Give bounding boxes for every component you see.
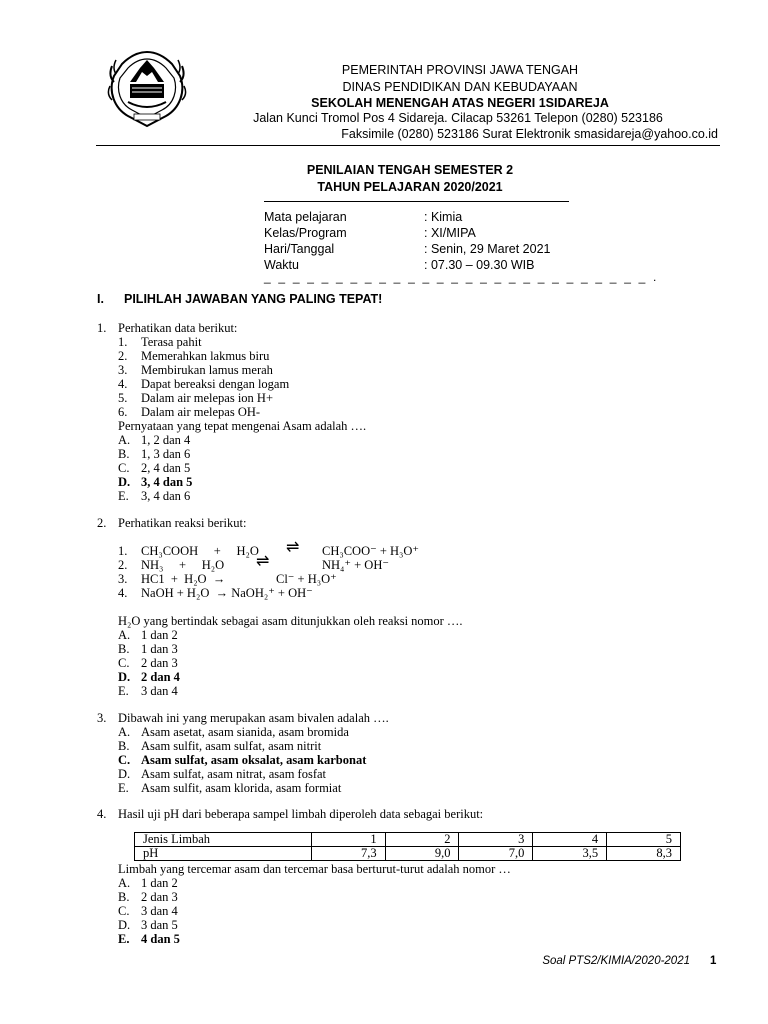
- q2-option-e[interactable]: 3 dan 4: [141, 684, 178, 698]
- header-school-name: SEKOLAH MENENGAH ATAS NEGERI 1SIDAREJA: [311, 96, 609, 110]
- q1-item-number: 1.: [118, 335, 128, 349]
- q1-option-c[interactable]: 2, 4 dan 5: [141, 461, 191, 475]
- reaction-left: HC1 + H₂O →: [141, 572, 226, 586]
- reaction-right: Cl⁻ + H₃O⁺: [276, 572, 337, 586]
- q2-option-key: E.: [118, 684, 129, 698]
- q3-text: Dibawah ini yang merupakan asam bivalen adalah ….: [118, 711, 389, 725]
- header-government: PEMERINTAH PROVINSI JAWA TENGAH: [341, 63, 579, 77]
- q1-item-number: 3.: [118, 363, 128, 377]
- q2-number: 2.: [97, 516, 107, 530]
- q4-option-c[interactable]: 3 dan 4: [141, 904, 178, 918]
- q1-item: Dapat bereaksi dengan logam: [141, 377, 290, 391]
- table-cell: 7,0: [459, 847, 533, 861]
- q3-option-key: D.: [118, 767, 131, 781]
- info-class-value: : XI/MIPA: [424, 226, 476, 240]
- section-title: PILIHLAH JAWABAN YANG PALING TEPAT!: [124, 292, 383, 306]
- reaction-left: NaOH + H₂O → NaOH₂⁺ + OH⁻: [141, 586, 313, 600]
- ph-data-table: [134, 832, 681, 861]
- q1-item-number: 2.: [118, 349, 128, 363]
- q4-text: Hasil uji pH dari beberapa sampel limbah diperoleh data sebagai berikut:: [118, 807, 484, 821]
- table-row: [135, 847, 681, 861]
- q1-item-number: 5.: [118, 391, 128, 405]
- table-cell: 8,3: [607, 847, 681, 861]
- q4-option-b[interactable]: 2 dan 3: [141, 890, 178, 904]
- info-class-label: Kelas/Program: [264, 226, 347, 240]
- equilibrium-arrow: ⇌: [286, 539, 300, 556]
- table-cell: 7,3: [311, 847, 385, 861]
- q4-option-d[interactable]: 3 dan 5: [141, 918, 178, 932]
- dashed-separator: _ _ _ _ _ _ _ _ _ _ _ _ _ _ _ _ _ _ _ _ _ _ _ _ _ _ _ .: [264, 270, 659, 284]
- q1-option-b[interactable]: 1, 3 dan 6: [141, 447, 191, 461]
- reaction-right: NH₄⁺ + OH⁻: [322, 558, 389, 572]
- q3-option-e[interactable]: Asam sulfit, asam klorida, asam formiat: [141, 781, 342, 795]
- q3-option-d[interactable]: Asam sulfat, asam nitrat, asam fosfat: [141, 767, 327, 781]
- q4-number: 4.: [97, 807, 107, 821]
- info-date-label: Hari/Tanggal: [264, 242, 335, 256]
- q1-option-e[interactable]: 3, 4 dan 6: [141, 489, 191, 503]
- q3-option-key: E.: [118, 781, 129, 795]
- q4-question: Limbah yang tercemar asam dan tercemar basa berturut-turut adalah nomor …: [118, 862, 511, 876]
- q3-option-a[interactable]: Asam asetat, asam sianida, asam bromida: [141, 725, 349, 739]
- table-cell: 9,0: [385, 847, 459, 861]
- q1-item: Dalam air melepas ion H+: [141, 391, 274, 405]
- info-subject-value: : Kimia: [424, 210, 463, 224]
- q1-option-key: E.: [118, 489, 129, 503]
- q2-question: H₂O yang bertindak sebagai asam ditunjukkan oleh reaksi nomor ….: [118, 614, 463, 628]
- header-department: DINAS PENDIDIKAN DAN KEBUDAYAAN: [342, 80, 578, 94]
- reaction-right: CH₃COO⁻ + H₃O⁺: [322, 544, 420, 558]
- q3-option-key: A.: [118, 725, 131, 739]
- q1-option-key: A.: [118, 433, 131, 447]
- q2-option-a[interactable]: 1 dan 2: [141, 628, 178, 642]
- table-cell: 2: [385, 833, 459, 847]
- info-date-value: : Senin, 29 Maret 2021: [424, 242, 551, 256]
- q3-option-b[interactable]: Asam sulfit, asam sulfat, asam nitrit: [141, 739, 322, 753]
- q1-item-number: 6.: [118, 405, 128, 419]
- exam-year: TAHUN PELAJARAN 2020/2021: [317, 180, 503, 194]
- q4-option-a[interactable]: 1 dan 2: [141, 876, 178, 890]
- q4-option-key: A.: [118, 876, 131, 890]
- q2-option-key: C.: [118, 656, 130, 670]
- q1-option-key: C.: [118, 461, 130, 475]
- info-time-label: Waktu: [264, 258, 299, 272]
- table-cell: 5: [607, 833, 681, 847]
- q1-option-key: B.: [118, 447, 130, 461]
- q2-option-d-answer[interactable]: 2 dan 4: [141, 670, 180, 684]
- reaction-number: 1.: [118, 544, 128, 558]
- q2-option-key: A.: [118, 628, 131, 642]
- table-cell: 4: [533, 833, 607, 847]
- q4-option-key: D.: [118, 918, 131, 932]
- q1-option-key: D.: [118, 475, 131, 489]
- q4-option-key: B.: [118, 890, 130, 904]
- reaction-number: 4.: [118, 586, 128, 600]
- q2-option-c[interactable]: 2 dan 3: [141, 656, 178, 670]
- q2-option-b[interactable]: 1 dan 3: [141, 642, 178, 656]
- table-cell: Jenis Limbah: [135, 833, 312, 847]
- q2-option-key: D.: [118, 670, 131, 684]
- title-underline: [264, 201, 569, 202]
- q1-item: Membirukan lamus merah: [141, 363, 273, 377]
- table-cell: 3,5: [533, 847, 607, 861]
- q4-option-key: E.: [118, 932, 130, 946]
- reaction-number: 3.: [118, 572, 128, 586]
- q1-option-a[interactable]: 1, 2 dan 4: [141, 433, 191, 447]
- q4-option-key: C.: [118, 904, 130, 918]
- q1-option-d-answer[interactable]: 3, 4 dan 5: [141, 475, 193, 489]
- reaction-left: CH₃COOH + H₂O: [141, 544, 259, 558]
- table-cell: 3: [459, 833, 533, 847]
- table-cell: 1: [311, 833, 385, 847]
- header-contact: Faksimile (0280) 523186 Surat Elektronik smasidareja@yahoo.co.id: [341, 127, 718, 141]
- info-time-value: : 07.30 – 09.30 WIB: [424, 258, 535, 272]
- q1-number: 1.: [97, 321, 107, 335]
- table-row: [135, 833, 681, 847]
- q1-text: Perhatikan data berikut:: [118, 321, 238, 335]
- equilibrium-arrow: ⇌: [256, 553, 270, 570]
- q1-item: Dalam air melepas OH-: [141, 405, 261, 419]
- q3-option-key: C.: [118, 753, 131, 767]
- reaction-left: NH₃ + H₂O: [141, 558, 225, 572]
- table-cell: pH: [135, 847, 312, 861]
- footer-code: Soal PTS2/KIMIA/2020-2021: [542, 955, 690, 967]
- q1-question: Pernyataan yang tepat mengenai Asam adalah ….: [118, 419, 367, 433]
- q2-text: Perhatikan reaksi berikut:: [118, 516, 247, 530]
- q1-item-number: 4.: [118, 377, 128, 391]
- q3-option-c-answer[interactable]: Asam sulfat, asam oksalat, asam karbonat: [141, 753, 367, 767]
- info-subject-label: Mata pelajaran: [264, 210, 347, 224]
- exam-title: PENILAIAN TENGAH SEMESTER 2: [306, 163, 514, 177]
- header-rule: [96, 145, 720, 146]
- header-address: Jalan Kunci Tromol Pos 4 Sidareja. Cilacap 53261 Telepon (0280) 523186: [253, 111, 663, 125]
- section-number: I.: [97, 292, 104, 306]
- q1-item: Memerahkan lakmus biru: [141, 349, 270, 363]
- q1-item: Terasa pahit: [141, 335, 202, 349]
- page-number: 1: [710, 955, 717, 967]
- q3-number: 3.: [97, 711, 107, 725]
- q3-option-key: B.: [118, 739, 130, 753]
- q2-option-key: B.: [118, 642, 130, 656]
- q4-option-e-answer[interactable]: 4 dan 5: [141, 932, 180, 946]
- reaction-number: 2.: [118, 558, 128, 572]
